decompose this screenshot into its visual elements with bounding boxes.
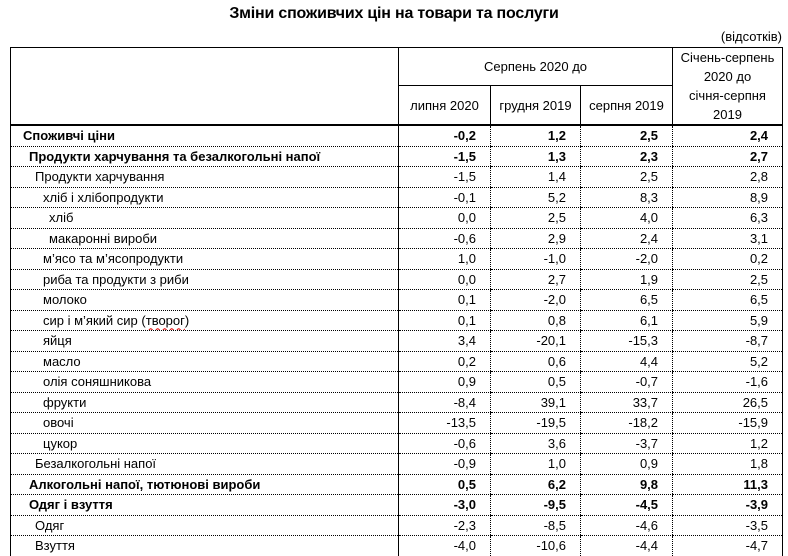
value-cell: 6,2 [491,474,581,495]
value-cell: 2,5 [491,208,581,229]
table-row [11,208,783,229]
value-cell: 5,2 [673,351,783,372]
value-cell: -4,6 [581,515,673,536]
table-row [11,290,783,311]
row-label: Алкогольні напої, тютюнові вироби [11,474,399,495]
row-label [11,310,399,331]
value-cell: -0,1 [399,187,491,208]
value-cell: 6,3 [673,208,783,229]
value-cell: 2,5 [581,167,673,188]
value-cell: -1,5 [399,146,491,167]
value-cell: -0,6 [399,433,491,454]
value-cell: 11,3 [673,474,783,495]
value-cell: 4,4 [581,351,673,372]
table-row [11,413,783,434]
value-cell: 5,2 [491,187,581,208]
row-label: фрукти [11,392,399,413]
row-label-text: сир і м’який сир ( [43,312,146,328]
value-cell: 2,5 [581,125,673,146]
value-cell: 3,1 [673,228,783,249]
table-header [11,48,783,126]
value-cell: -4,7 [673,536,783,556]
value-cell: 6,5 [581,290,673,311]
row-label: хліб і хлібопродукти [11,187,399,208]
value-cell: -3,9 [673,495,783,516]
value-cell: -0,7 [581,372,673,393]
value-cell: -2,0 [491,290,581,311]
value-cell: 0,0 [399,208,491,229]
value-cell: 0,1 [399,290,491,311]
table-body [11,125,783,556]
value-cell: -1,0 [491,249,581,270]
row-label: м’ясо та м’ясопродукти [11,249,399,270]
value-cell: 33,7 [581,392,673,413]
row-label: хліб [11,208,399,229]
value-cell: 0,1 [399,310,491,331]
value-cell: 1,4 [491,167,581,188]
value-cell: 2,3 [581,146,673,167]
value-cell: 3,6 [491,433,581,454]
row-label: Продукти харчування та безалкогольні напої [11,146,399,167]
value-cell: 0,6 [491,351,581,372]
cumulative-column-header [673,48,783,126]
group-column-header: Серпень 2020 до [399,48,673,86]
unit-note: (відсотків) [720,29,782,44]
value-cell: -18,2 [581,413,673,434]
value-cell: 1,2 [491,125,581,146]
value-cell: -8,7 [673,331,783,352]
table-row [11,249,783,270]
value-cell: 6,1 [581,310,673,331]
table-row [11,536,783,556]
cumulative-header-line: 2019 [713,107,742,122]
subcolumn-header-december-2019: грудня 2019 [491,86,581,125]
value-cell: -4,4 [581,536,673,556]
value-cell: 0,8 [491,310,581,331]
page-title: Зміни споживчих цін на товари та послуги [229,5,559,22]
value-cell: -4,5 [581,495,673,516]
value-cell: -20,1 [491,331,581,352]
value-cell: -0,6 [399,228,491,249]
row-label: риба та продукти з риби [11,269,399,290]
value-cell: 26,5 [673,392,783,413]
row-label: олія соняшникова [11,372,399,393]
value-cell: 1,9 [581,269,673,290]
value-cell: -2,3 [399,515,491,536]
value-cell: -3,5 [673,515,783,536]
table-row [11,167,783,188]
table-row [11,310,783,331]
value-cell: -15,9 [673,413,783,434]
value-cell: 8,3 [581,187,673,208]
row-label: Взуття [11,536,399,556]
value-cell: 2,4 [673,125,783,146]
row-label: цукор [11,433,399,454]
value-cell: -1,5 [399,167,491,188]
table-row [11,372,783,393]
value-cell: -10,6 [491,536,581,556]
table-row [11,454,783,475]
value-cell: 0,5 [491,372,581,393]
value-cell: 0,0 [399,269,491,290]
table-row [11,146,783,167]
row-label: Одяг [11,515,399,536]
row-label: Продукти харчування [11,167,399,188]
value-cell: 3,4 [399,331,491,352]
value-cell: -4,0 [399,536,491,556]
table-row [11,125,783,146]
value-cell: -0,9 [399,454,491,475]
table-row [11,228,783,249]
row-label: Споживчі ціни [11,125,399,146]
label-column-header [11,48,399,126]
header-row-group [11,48,783,86]
value-cell: 0,9 [581,454,673,475]
value-cell: 8,9 [673,187,783,208]
value-cell: -2,0 [581,249,673,270]
table-row [11,269,783,290]
table-row [11,392,783,413]
row-label: овочі [11,413,399,434]
value-cell: 1,2 [673,433,783,454]
price-change-table [10,47,783,556]
cumulative-header-line: Січень-серпень [680,50,775,65]
value-cell: 2,5 [673,269,783,290]
value-cell: 2,9 [491,228,581,249]
value-cell: -3,0 [399,495,491,516]
value-cell: -8,4 [399,392,491,413]
row-label: яйця [11,331,399,352]
value-cell: -19,5 [491,413,581,434]
value-cell: -0,2 [399,125,491,146]
table-row [11,331,783,352]
table-row [11,495,783,516]
value-cell: 0,9 [399,372,491,393]
table-row [11,515,783,536]
value-cell: -9,5 [491,495,581,516]
table-row [11,433,783,454]
value-cell: 6,5 [673,290,783,311]
value-cell: 5,9 [673,310,783,331]
table-row [11,187,783,208]
value-cell: 4,0 [581,208,673,229]
subcolumn-header-july-2020: липня 2020 [399,86,491,125]
value-cell: 2,8 [673,167,783,188]
value-cell: -15,3 [581,331,673,352]
misspelled-word: творог [145,312,185,328]
cumulative-header-line: січня-серпня [689,88,766,103]
subcolumn-header-august-2019: серпня 2019 [581,86,673,125]
row-label: масло [11,351,399,372]
value-cell: 39,1 [491,392,581,413]
table-row [11,474,783,495]
value-cell: 0,5 [399,474,491,495]
value-cell: 1,3 [491,146,581,167]
row-label: Безалкогольні напої [11,454,399,475]
row-label: макаронні вироби [11,228,399,249]
value-cell: -13,5 [399,413,491,434]
value-cell: -3,7 [581,433,673,454]
row-label: молоко [11,290,399,311]
value-cell: 1,0 [491,454,581,475]
value-cell: 9,8 [581,474,673,495]
cumulative-header-line: 2020 до [703,69,752,84]
value-cell: -8,5 [491,515,581,536]
value-cell: 1,8 [673,454,783,475]
value-cell: 0,2 [673,249,783,270]
table-row [11,351,783,372]
value-cell: 2,7 [491,269,581,290]
row-label-text: ) [184,312,190,328]
value-cell: -1,6 [673,372,783,393]
value-cell: 0,2 [399,351,491,372]
row-label: Одяг і взуття [11,495,399,516]
value-cell: 2,4 [581,228,673,249]
value-cell: 1,0 [399,249,491,270]
value-cell: 2,7 [673,146,783,167]
